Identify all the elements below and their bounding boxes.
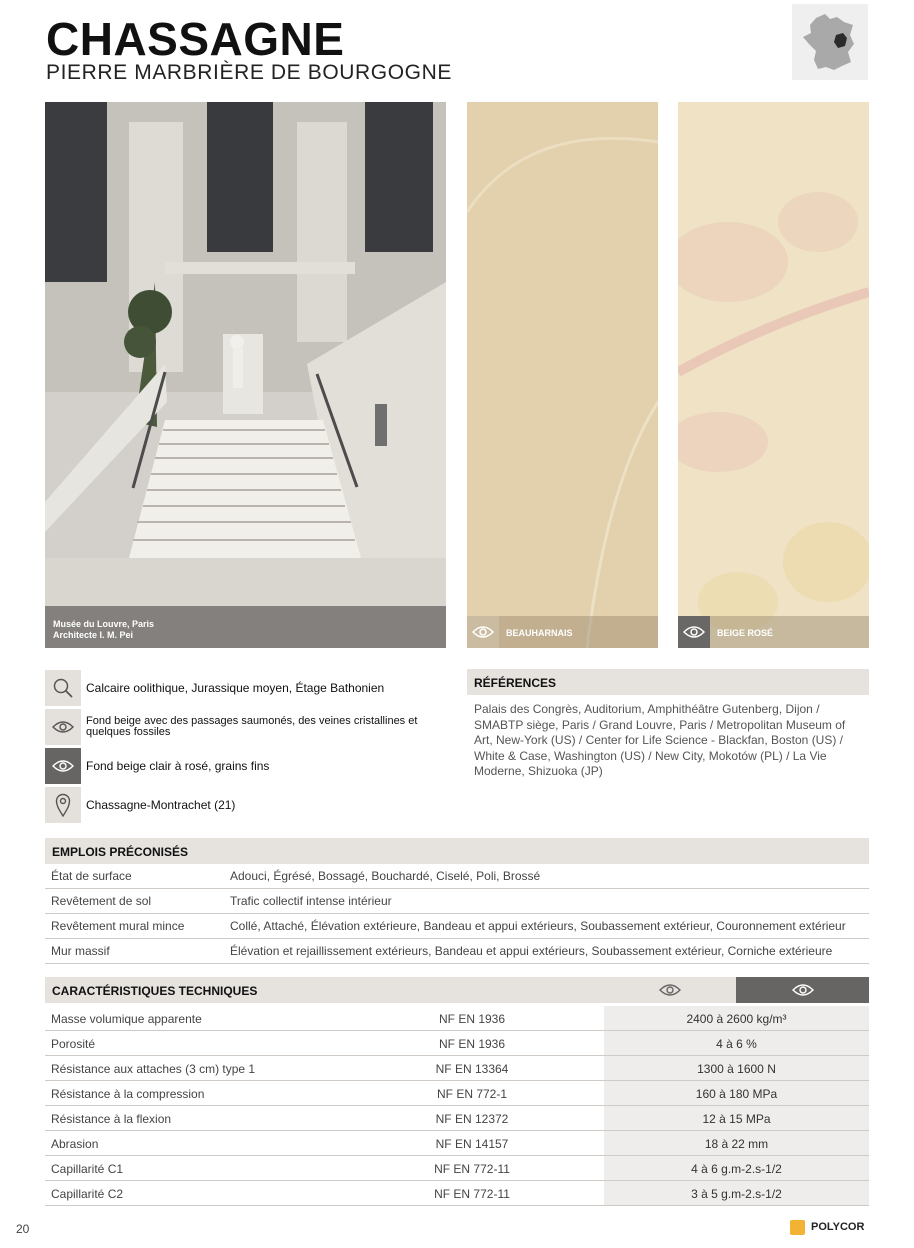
page-subtitle: PIERRE MARBRIÈRE DE BOURGOGNE bbox=[46, 61, 452, 84]
technical-norm: NF EN 772-1 bbox=[436, 1087, 508, 1101]
uses-row bbox=[45, 889, 869, 914]
uses-row bbox=[45, 914, 869, 939]
technical-heading: CARACTÉRISTIQUES TECHNIQUES bbox=[45, 977, 869, 1003]
property-beige-rose-aspect bbox=[45, 748, 445, 784]
uses-heading: EMPLOIS PRÉCONISÉS bbox=[45, 838, 869, 864]
technical-value: 18 à 22 mm bbox=[604, 1131, 869, 1155]
sample-name: BEAUHARNAIS bbox=[506, 628, 573, 638]
technical-label: Porosité bbox=[51, 1037, 96, 1051]
technical-label: Résistance à la flexion bbox=[51, 1112, 172, 1126]
technical-row bbox=[45, 1106, 869, 1131]
technical-label: Capillarité C1 bbox=[51, 1162, 124, 1176]
technical-value: 1300 à 1600 N bbox=[604, 1056, 869, 1080]
technical-value: 160 à 180 MPa bbox=[604, 1081, 869, 1105]
technical-norm: NF EN 14157 bbox=[435, 1137, 509, 1151]
technical-norm: NF EN 772-11 bbox=[434, 1187, 510, 1201]
property-beauharnais-aspect bbox=[45, 709, 445, 745]
caption-location: Musée du Louvre, Paris bbox=[53, 619, 155, 629]
sample-beauharnais bbox=[467, 102, 658, 648]
technical-row bbox=[45, 1131, 869, 1156]
technical-norm: NF EN 13364 bbox=[435, 1062, 509, 1076]
brand-name: POLYCOR bbox=[811, 1221, 865, 1233]
technical-norm: NF EN 772-11 bbox=[434, 1162, 510, 1176]
uses-label: Mur massif bbox=[51, 944, 110, 958]
uses-label: Revêtement mural mince bbox=[51, 919, 185, 933]
louvre-staircase-photo bbox=[45, 102, 446, 648]
uses-row bbox=[45, 939, 869, 964]
uses-label: État de surface bbox=[51, 869, 132, 883]
property-geology bbox=[45, 670, 445, 706]
location-pin-icon bbox=[45, 787, 81, 823]
sample-beige-rose bbox=[678, 102, 869, 648]
eye-icon bbox=[604, 977, 736, 1003]
sample-name: BEIGE ROSÉ bbox=[717, 628, 774, 638]
technical-row bbox=[45, 1156, 869, 1181]
sample-label bbox=[678, 616, 869, 648]
uses-value: Élévation et rejaillissement extérieurs, Bandeau et appui extérieurs, Soubassement extérieur, Corniche extérieure bbox=[230, 944, 833, 958]
technical-value: 4 à 6 g.m-2.s-1/2 bbox=[604, 1156, 869, 1180]
property-text: Calcaire oolithique, Jurassique moyen, Étage Bathonien bbox=[86, 680, 385, 695]
magnifier-icon bbox=[45, 670, 81, 706]
property-text: Chassagne-Montrachet (21) bbox=[86, 797, 236, 812]
polycor-logo-icon bbox=[790, 1220, 805, 1235]
eye-icon bbox=[45, 748, 81, 784]
eye-icon bbox=[678, 616, 710, 648]
technical-label: Abrasion bbox=[51, 1137, 99, 1151]
technical-row bbox=[45, 1181, 869, 1206]
references-text: Palais des Congrès, Auditorium, Amphithéâtre Gutenberg, Dijon / SMABTP siège, Paris / Grand Louvre, Paris / Metropolitan Museum of Art, New-York (US) / Center for Life Science - Blackfan, Boston (US) / White & Case, Washington (US) / New City, Mokotów (PL) / La Vie Moderne, Shizuoka (JP) bbox=[474, 702, 846, 778]
eye-icon bbox=[736, 977, 869, 1003]
property-origin bbox=[45, 787, 445, 823]
page-title: CHASSAGNE bbox=[46, 13, 345, 65]
uses-label: Revêtement de sol bbox=[51, 894, 152, 908]
technical-value: 12 à 15 MPa bbox=[604, 1106, 869, 1130]
technical-norm: NF EN 12372 bbox=[435, 1112, 509, 1126]
technical-label: Masse volumique apparente bbox=[51, 1012, 202, 1026]
property-text: Fond beige avec des passages saumonés, des veines cristallines et quelques fossiles bbox=[86, 715, 418, 738]
technical-norm: NF EN 1936 bbox=[438, 1037, 506, 1051]
references-heading: RÉFÉRENCES bbox=[467, 669, 869, 695]
technical-value: 3 à 5 g.m-2.s-1/2 bbox=[604, 1181, 869, 1205]
technical-norm: NF EN 1936 bbox=[438, 1012, 506, 1026]
technical-value: 4 à 6 % bbox=[604, 1031, 869, 1055]
caption-architect: Architecte I. M. Pei bbox=[53, 630, 134, 640]
technical-row bbox=[45, 1006, 869, 1031]
uses-value: Collé, Attaché, Élévation extérieure, Bandeau et appui extérieurs, Soubassement extérieur, Couronnement extérieur bbox=[230, 919, 846, 933]
france-map-burgundy-icon bbox=[792, 4, 868, 80]
uses-value: Trafic collectif intense intérieur bbox=[230, 894, 392, 908]
technical-label: Capillarité C2 bbox=[51, 1187, 124, 1201]
technical-value: 2400 à 2600 kg/m³ bbox=[604, 1006, 869, 1030]
technical-label: Résistance à la compression bbox=[51, 1087, 205, 1101]
eye-icon bbox=[45, 709, 81, 745]
uses-value: Adouci, Égrésé, Bossagé, Bouchardé, Ciselé, Poli, Brossé bbox=[230, 869, 541, 883]
property-text: Fond beige clair à rosé, grains fins bbox=[86, 758, 270, 773]
page-number: 20 bbox=[16, 1222, 30, 1236]
technical-row bbox=[45, 1081, 869, 1106]
technical-row bbox=[45, 1031, 869, 1056]
brand-logo bbox=[790, 1218, 864, 1236]
uses-row bbox=[45, 864, 869, 889]
sample-label bbox=[467, 616, 658, 648]
technical-row bbox=[45, 1056, 869, 1081]
photo-caption bbox=[45, 606, 446, 648]
eye-icon bbox=[467, 616, 499, 648]
technical-label: Résistance aux attaches (3 cm) type 1 bbox=[51, 1062, 256, 1076]
